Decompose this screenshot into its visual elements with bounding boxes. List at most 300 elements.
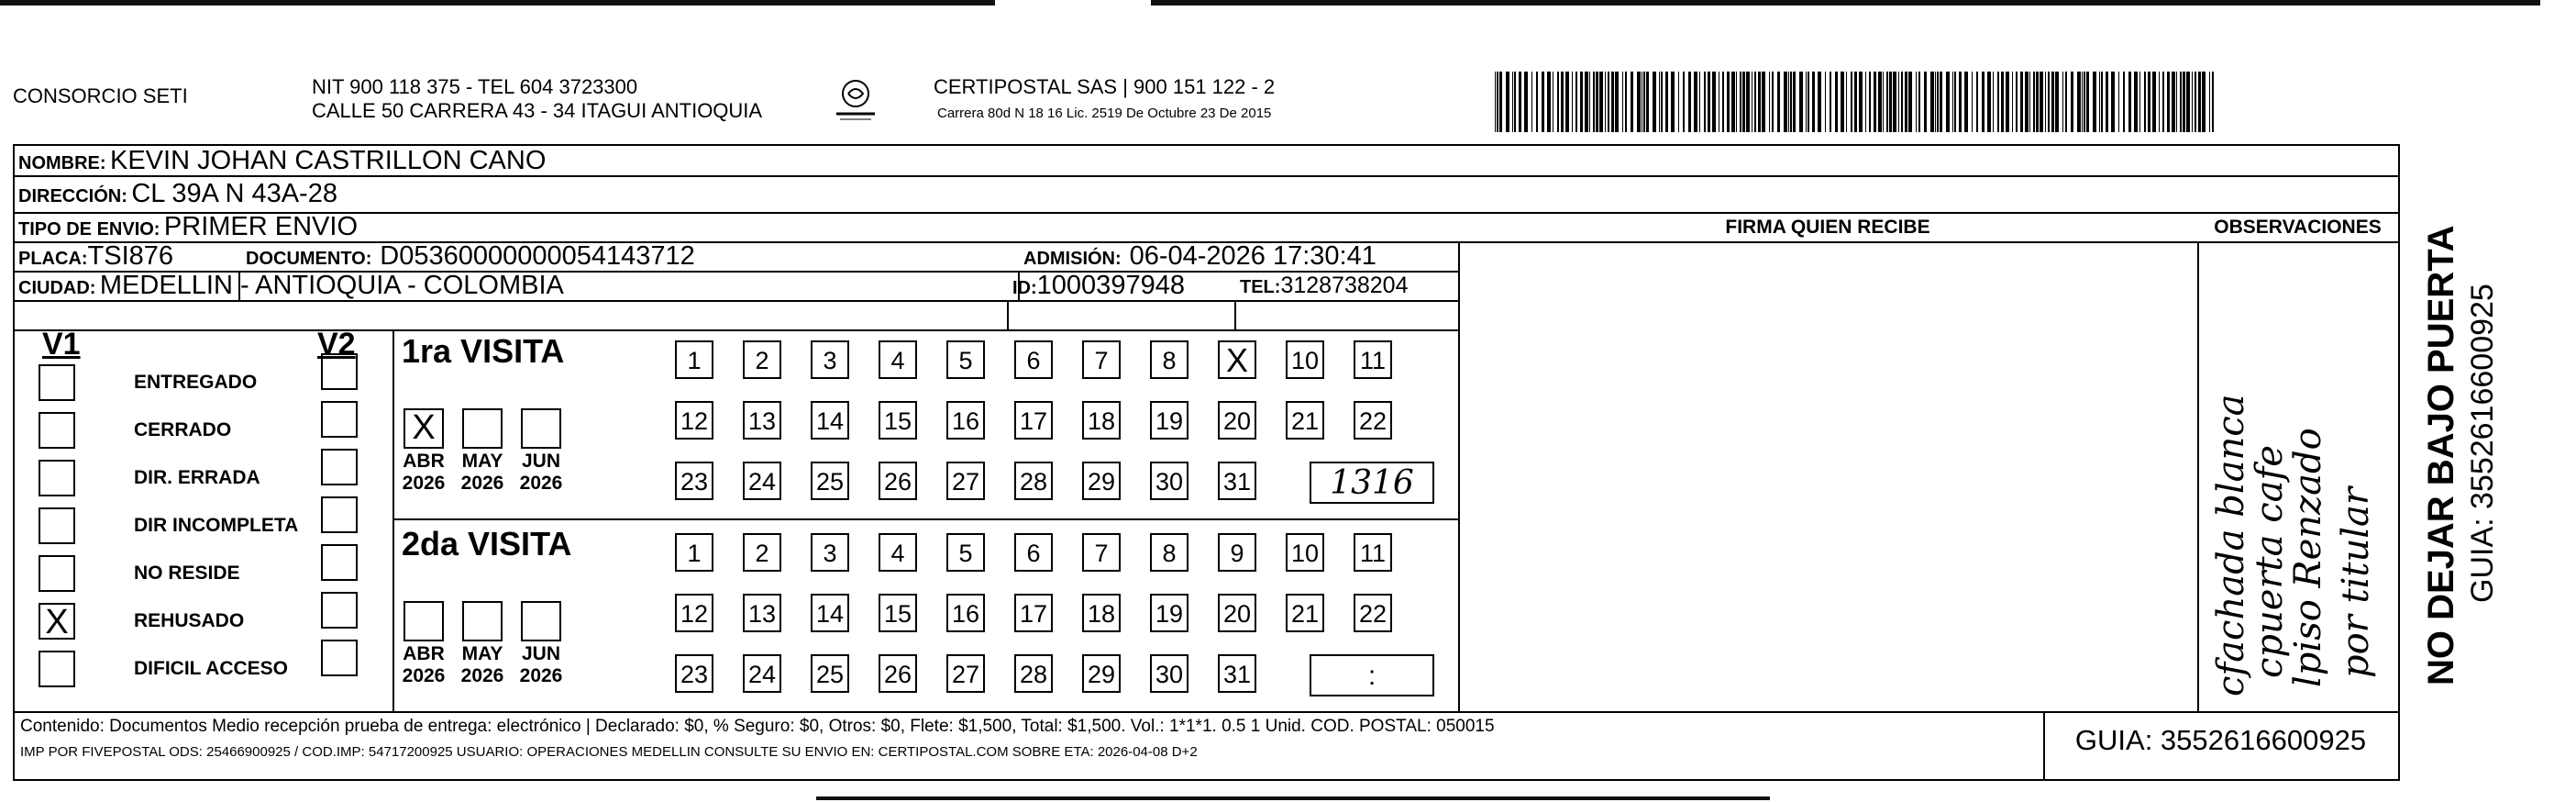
barcode-bar <box>2029 72 2030 132</box>
month-caption <box>514 643 569 687</box>
barcode-bar <box>2172 72 2175 132</box>
month-checkbox[interactable] <box>404 408 444 449</box>
barcode-bar <box>2111 72 2115 132</box>
barcode-bar <box>2162 72 2164 132</box>
month-label: ABR <box>403 451 445 472</box>
barcode-bar <box>1905 72 1907 132</box>
status-label: REHUSADO <box>134 610 245 631</box>
barcode-bar <box>1916 72 1917 132</box>
v1-checkbox[interactable] <box>39 412 75 449</box>
barcode-bar <box>1646 72 1649 132</box>
barcode-bar <box>1883 72 1884 132</box>
v2-checkbox[interactable] <box>321 496 358 533</box>
barcode-bar <box>1547 72 1551 132</box>
v2-checkbox[interactable] <box>321 353 358 390</box>
day-box[interactable]: 15 <box>879 594 917 632</box>
month-label: ABR <box>403 643 445 664</box>
barcode-bar <box>1959 72 1962 132</box>
note-line-3: lpiso Renzado <box>2287 428 2329 687</box>
day-box[interactable]: 17 <box>1014 401 1053 440</box>
barcode-bar <box>1772 72 1774 132</box>
barcode-bar <box>1585 72 1588 132</box>
barcode-bar <box>1924 72 1927 132</box>
v1-checkbox[interactable] <box>39 651 75 687</box>
status-label: DIR INCOMPLETA <box>134 515 299 536</box>
day-box[interactable]: 6 <box>1014 340 1053 379</box>
barcode-bar <box>2099 72 2100 132</box>
barcode-bar <box>2036 72 2039 132</box>
barcode-bar <box>1878 72 1882 132</box>
day-box[interactable]: 14 <box>811 401 849 440</box>
month-year: 2026 <box>460 665 504 686</box>
status-label: CERRADO <box>134 419 232 440</box>
documento-value: D05360000000054143712 <box>380 241 695 271</box>
time-box[interactable]: : <box>1310 654 1434 696</box>
barcode-bar <box>1542 72 1544 132</box>
barcode-bar <box>1908 72 1912 132</box>
barcode-bar <box>2084 72 2085 132</box>
barcode-bar <box>1575 72 1577 132</box>
v1-checkbox[interactable] <box>39 364 75 401</box>
barcode-bar <box>1935 72 1936 132</box>
barcode-bar <box>1495 72 1496 132</box>
barcode-bar <box>1886 72 1888 132</box>
barcode-bar <box>1740 72 1741 132</box>
day-box[interactable]: 1 <box>675 533 713 572</box>
month-caption <box>396 643 451 687</box>
barcode-bar <box>1976 72 1978 132</box>
day-box[interactable]: 29 <box>1082 654 1121 693</box>
barcode-bar <box>1918 72 1920 132</box>
barcode-bar <box>1889 72 1892 132</box>
day-box[interactable]: 4 <box>879 533 917 572</box>
barcode-bar <box>2144 72 2146 132</box>
barcode-bar <box>1565 72 1569 132</box>
barcode-bar <box>1993 72 1994 132</box>
day-box[interactable]: 10 <box>1286 533 1324 572</box>
barcode-bar <box>1704 72 1706 132</box>
day-box[interactable]: 3 <box>811 340 849 379</box>
barcode-bar <box>2051 72 2054 132</box>
barcode-bar <box>1653 72 1656 132</box>
barcode-bar <box>1661 72 1663 132</box>
barcode-bar <box>2006 72 2009 132</box>
barcode-bar <box>1937 72 1939 132</box>
tipo-value: PRIMER ENVIO <box>163 212 359 241</box>
tel-row <box>1240 271 1408 304</box>
day-box[interactable]: 30 <box>1150 654 1188 693</box>
day-box[interactable]: 28 <box>1014 462 1053 500</box>
id-value: 1000397948 <box>1036 271 1185 300</box>
barcode-bar <box>2186 72 2190 132</box>
barcode-bar <box>1589 72 1590 132</box>
observaciones-notes <box>2197 247 2398 706</box>
barcode-bar <box>1930 72 1934 132</box>
day-box[interactable]: 31 <box>1218 462 1256 500</box>
barcode-bar <box>1793 72 1796 132</box>
barcode-bar <box>1865 72 1866 132</box>
footer-guia: GUIA: 3552616600925 <box>2074 724 2367 756</box>
day-box[interactable]: 21 <box>1286 594 1324 632</box>
month-year: 2026 <box>519 665 563 686</box>
day-box[interactable]: 3 <box>811 533 849 572</box>
barcode-bar <box>1593 72 1595 132</box>
barcode-bar <box>1519 72 1521 132</box>
barcode-bar <box>2082 72 2083 132</box>
time-box[interactable]: 1316 <box>1310 462 1434 504</box>
day-box[interactable]: 13 <box>743 594 781 632</box>
month-mark: X <box>412 408 436 447</box>
company-name: CONSORCIO SETI <box>13 84 188 107</box>
barcode-bar <box>2045 72 2046 132</box>
barcode-bar <box>1964 72 1968 132</box>
month-checkbox[interactable] <box>462 408 503 449</box>
barcode-bar <box>1531 72 1532 132</box>
v1-mark: X <box>45 603 69 641</box>
barcode-bar <box>1874 72 1876 132</box>
nombre-row <box>18 146 546 180</box>
day-box[interactable]: 1 <box>675 340 713 379</box>
ciudad-value: MEDELLIN - ANTIOQUIA - COLOMBIA <box>99 271 564 300</box>
day-box[interactable]: 26 <box>879 462 917 500</box>
day-box[interactable]: 15 <box>879 401 917 440</box>
v1-checkbox[interactable] <box>39 460 75 496</box>
day-box[interactable]: 2 <box>743 340 781 379</box>
barcode-bar <box>1987 72 1991 132</box>
barcode-bar <box>1683 72 1685 132</box>
barcode-bar <box>1631 72 1633 132</box>
barcode-bar <box>1762 72 1765 132</box>
nombre-label: NOMBRE: <box>18 153 106 173</box>
v1-checkbox[interactable] <box>39 555 75 592</box>
barcode-bar <box>2180 72 2182 132</box>
barcode-bar <box>2086 72 2089 132</box>
day-box[interactable]: 22 <box>1354 401 1392 440</box>
barcode-bar <box>1643 72 1645 132</box>
day-box[interactable]: 8 <box>1150 533 1188 572</box>
barcode-bar <box>2183 72 2185 132</box>
barcode-bar <box>1499 72 1502 132</box>
day-box[interactable]: 9 <box>1218 533 1256 572</box>
barcode-bar <box>2209 72 2210 132</box>
barcode-bar <box>2040 72 2043 132</box>
barcode-bar <box>1790 72 1792 132</box>
barcode-bar <box>1784 72 1787 132</box>
id-row <box>1012 271 1185 305</box>
certipostal-line: CERTIPOSTAL SAS | 900 151 122 - 2 <box>934 75 1276 98</box>
day-box[interactable]: 18 <box>1082 594 1121 632</box>
barcode-bar <box>1512 72 1513 132</box>
barcode-bar <box>2025 72 2029 132</box>
direccion-row <box>18 179 337 213</box>
barcode-bar <box>1808 72 1809 132</box>
day-box[interactable]: 22 <box>1354 594 1392 632</box>
barcode-bar <box>2212 72 2214 132</box>
day-box[interactable]: 27 <box>946 654 985 693</box>
day-box[interactable]: 5 <box>946 340 985 379</box>
barcode-bar <box>1972 72 1973 132</box>
month-year: 2026 <box>519 473 563 494</box>
month-caption <box>396 451 451 495</box>
status-label: DIFICIL ACCESO <box>134 658 289 679</box>
day-box[interactable]: 7 <box>1082 533 1121 572</box>
barcode-bar <box>2106 72 2108 132</box>
day-box[interactable]: 19 <box>1150 401 1188 440</box>
barcode-bar <box>1622 72 1623 132</box>
barcode-bar <box>1599 72 1603 132</box>
tel-label: TEL: <box>1240 277 1281 297</box>
side-guia: GUIA: 3552616600925 <box>2465 284 2500 603</box>
barcode-bar <box>1851 72 1852 132</box>
footer-line-1: Contenido: Documentos Medio recepción prueba de entrega: electrónico | Declarado: $0, % Seguro: $0, Otros: $0, Flete: $1,500, Total: $1,500. Vol.: 1*1*1. 0.5 1 Unid. COD. POSTAL: 050015 <box>20 717 1495 736</box>
status-label: ENTREGADO <box>134 372 258 393</box>
barcode-bar <box>1758 72 1761 132</box>
barcode-bar <box>1699 72 1700 132</box>
barcode-bar <box>1830 72 1831 132</box>
day-box[interactable]: 13 <box>743 401 781 440</box>
barcode-bar <box>2016 72 2018 132</box>
barcode-bar <box>1806 72 1807 132</box>
barcode-bar <box>1659 72 1660 132</box>
observaciones-header: OBSERVACIONES <box>2214 217 2382 238</box>
month-label: JUN <box>521 451 560 472</box>
note-line-2: cpuerta cafe <box>2249 445 2291 678</box>
barcode-bar <box>1859 72 1863 132</box>
barcode-bar <box>1694 72 1697 132</box>
day-box[interactable]: 20 <box>1218 401 1256 440</box>
barcode-bar <box>2077 72 2081 132</box>
status-label: NO RESIDE <box>134 563 240 584</box>
barcode-bar <box>1954 72 1956 132</box>
barcode-bar <box>2123 72 2125 132</box>
barcode-bar <box>2195 72 2196 132</box>
barcode-bar <box>2101 72 2103 132</box>
barcode-bar <box>2055 72 2059 132</box>
barcode-bar <box>2167 72 2170 132</box>
note-line-4: por titular <box>2335 487 2377 678</box>
barcode-bar <box>1946 72 1950 132</box>
firma-header: FIRMA QUIEN RECIBE <box>1725 217 1930 238</box>
barcode-bar <box>1712 72 1716 132</box>
v1-checkbox[interactable] <box>39 507 75 544</box>
barcode-bar <box>1608 72 1609 132</box>
day-box[interactable]: 12 <box>675 401 713 440</box>
barcode-bar <box>2048 72 2050 132</box>
barcode-bar <box>2148 72 2150 132</box>
v2-checkbox[interactable] <box>321 449 358 485</box>
barcode-bar <box>1982 72 1985 132</box>
barcode-bar <box>2033 72 2035 132</box>
v2-checkbox[interactable] <box>321 592 358 629</box>
barcode-bar <box>1769 72 1770 132</box>
v2-label: V2 <box>317 327 356 362</box>
tel-value: 3128738204 <box>1280 273 1409 298</box>
top-rule-right <box>1151 0 2540 6</box>
barcode-bar <box>1637 72 1641 132</box>
barcode-bar <box>1754 72 1756 132</box>
certipostal-logo <box>814 73 897 127</box>
barcode-bar <box>1997 72 1999 132</box>
month-caption <box>455 643 510 687</box>
barcode-bar <box>1524 72 1528 132</box>
month-checkbox[interactable] <box>521 408 561 449</box>
day-box[interactable]: 6 <box>1014 533 1053 572</box>
day-box[interactable]: 4 <box>879 340 917 379</box>
v1-checkbox[interactable] <box>39 603 75 640</box>
barcode-bar <box>1514 72 1516 132</box>
day-box[interactable]: 11 <box>1354 340 1392 379</box>
first-visit-title: 1ra VISITA <box>402 332 565 370</box>
tipo-label: TIPO DE ENVIO: <box>18 219 160 239</box>
barcode-bar <box>1812 72 1815 132</box>
barcode-bar <box>1731 72 1735 132</box>
day-box[interactable]: 2 <box>743 533 781 572</box>
month-year: 2026 <box>402 473 446 494</box>
day-box[interactable]: 23 <box>675 654 713 693</box>
day-box[interactable]: 26 <box>879 654 917 693</box>
day-box[interactable]: 27 <box>946 462 985 500</box>
barcode-bar <box>1605 72 1606 132</box>
barcode-bar <box>2012 72 2013 132</box>
v2-checkbox[interactable] <box>321 544 358 581</box>
nombre-value: KEVIN JOHAN CASTRILLON CANO <box>110 146 547 175</box>
day-box[interactable]: 5 <box>946 533 985 572</box>
day-box[interactable]: 8 <box>1150 340 1188 379</box>
day-box[interactable]: 25 <box>811 462 849 500</box>
barcode-bar <box>1665 72 1668 132</box>
barcode-bar <box>2134 72 2138 132</box>
barcode-bar <box>1557 72 1559 132</box>
day-box[interactable]: 24 <box>743 462 781 500</box>
barcode-bar <box>2202 72 2206 132</box>
month-year: 2026 <box>402 665 446 686</box>
v1-label: V1 <box>42 327 81 362</box>
barcode-bar <box>2062 72 2063 132</box>
month-label: JUN <box>521 643 560 664</box>
barcode-bar <box>1580 72 1583 132</box>
day-box[interactable]: 18 <box>1082 401 1121 440</box>
barcode <box>1495 72 2219 132</box>
barcode-bar <box>1898 72 1899 132</box>
day-box[interactable]: 31 <box>1218 654 1256 693</box>
barcode-bar <box>1742 72 1745 132</box>
month-checkbox[interactable] <box>404 601 444 641</box>
month-caption <box>514 451 569 495</box>
ciudad-label: CIUDAD: <box>18 278 96 298</box>
day-box[interactable]: 29 <box>1082 462 1121 500</box>
footer-line-2: IMP POR FIVEPOSTAL ODS: 25466900925 / COD.IMP: 54717200925 USUARIO: OPERACIONES MEDELLIN CONSULTE SU ENVIO EN: CERTIPOSTAL.COM SOBRE ETA: 2026-04-08 D+2 <box>20 744 1198 760</box>
bottom-rule <box>816 796 1770 800</box>
barcode-bar <box>2192 72 2193 132</box>
barcode-bar <box>2065 72 2067 132</box>
barcode-bar <box>2139 72 2140 132</box>
barcode-bar <box>1893 72 1896 132</box>
direccion-label: DIRECCIÓN: <box>18 186 127 206</box>
day-box[interactable]: 21 <box>1286 401 1324 440</box>
barcode-bar <box>1671 72 1675 132</box>
certipostal-sub: Carrera 80d N 18 16 Lic. 2519 De Octubre 23 De 2015 <box>937 106 1272 121</box>
barcode-bar <box>1940 72 1942 132</box>
month-caption <box>455 451 510 495</box>
barcode-bar <box>1818 72 1821 132</box>
placa-value: TSI876 <box>87 241 174 271</box>
barcode-bar <box>1952 72 1953 132</box>
barcode-bar <box>2118 72 2119 132</box>
side-warning: NO DEJAR BAJO PUERTA <box>2421 225 2461 685</box>
day-box[interactable]: 11 <box>1354 533 1392 572</box>
month-checkbox[interactable] <box>462 601 503 641</box>
barcode-bar <box>1835 72 1838 132</box>
barcode-bar <box>1625 72 1627 132</box>
barcode-bar <box>2020 72 2023 132</box>
barcode-bar <box>2093 72 2096 132</box>
month-year: 2026 <box>460 473 504 494</box>
barcode-bar <box>2001 72 2004 132</box>
v2-checkbox[interactable] <box>321 401 358 438</box>
day-box[interactable]: 20 <box>1218 594 1256 632</box>
day-box[interactable]: 16 <box>946 401 985 440</box>
address-line: CALLE 50 CARRERA 43 - 34 ITAGUI ANTIOQUIA <box>312 99 763 122</box>
barcode-bar <box>1678 72 1679 132</box>
barcode-bar <box>1506 72 1509 132</box>
barcode-bar <box>1615 72 1619 132</box>
month-label: MAY <box>461 451 503 472</box>
documento-label: DOCUMENTO: <box>246 249 372 269</box>
top-rule-left <box>0 0 995 6</box>
barcode-bar <box>1708 72 1710 132</box>
v2-checkbox[interactable] <box>321 640 358 676</box>
day-box[interactable]: 16 <box>946 594 985 632</box>
admision-label: ADMISIÓN: <box>1023 249 1122 269</box>
day-box[interactable]: 25 <box>811 654 849 693</box>
barcode-bar <box>1572 72 1573 132</box>
day-box[interactable]: 30 <box>1150 462 1188 500</box>
day-box[interactable]: 23 <box>675 462 713 500</box>
barcode-bar <box>2071 72 2073 132</box>
day-box[interactable]: 10 <box>1286 340 1324 379</box>
day-box[interactable]: 14 <box>811 594 849 632</box>
day-box[interactable]: 19 <box>1150 594 1188 632</box>
barcode-bar <box>2128 72 2131 132</box>
day-box[interactable]: 17 <box>1014 594 1053 632</box>
day-box[interactable]: X <box>1218 340 1256 379</box>
nit-line: NIT 900 118 375 - TEL 604 3723300 <box>312 75 638 98</box>
barcode-bar <box>1736 72 1737 132</box>
barcode-bar <box>1497 72 1498 132</box>
day-box[interactable]: 24 <box>743 654 781 693</box>
day-box[interactable]: 28 <box>1014 654 1053 693</box>
placa-label: PLACA: <box>18 249 88 269</box>
barcode-bar <box>1722 72 1724 132</box>
id-label: ID: <box>1012 278 1037 298</box>
barcode-bar <box>1536 72 1538 132</box>
barcode-bar <box>2198 72 2201 132</box>
delivery-form <box>13 144 2400 781</box>
month-checkbox[interactable] <box>521 601 561 641</box>
day-box[interactable]: 12 <box>675 594 713 632</box>
barcode-bar <box>1688 72 1691 132</box>
status-label: DIR. ERRADA <box>134 467 260 488</box>
barcode-bar <box>1611 72 1614 132</box>
barcode-bar <box>1788 72 1789 132</box>
barcode-bar <box>1746 72 1750 132</box>
barcode-bar <box>1901 72 1903 132</box>
barcode-bar <box>2159 72 2160 132</box>
barcode-bar <box>1727 72 1730 132</box>
barcode-bar <box>1841 72 1844 132</box>
barcode-bar <box>2176 72 2177 132</box>
day-box[interactable]: 7 <box>1082 340 1121 379</box>
